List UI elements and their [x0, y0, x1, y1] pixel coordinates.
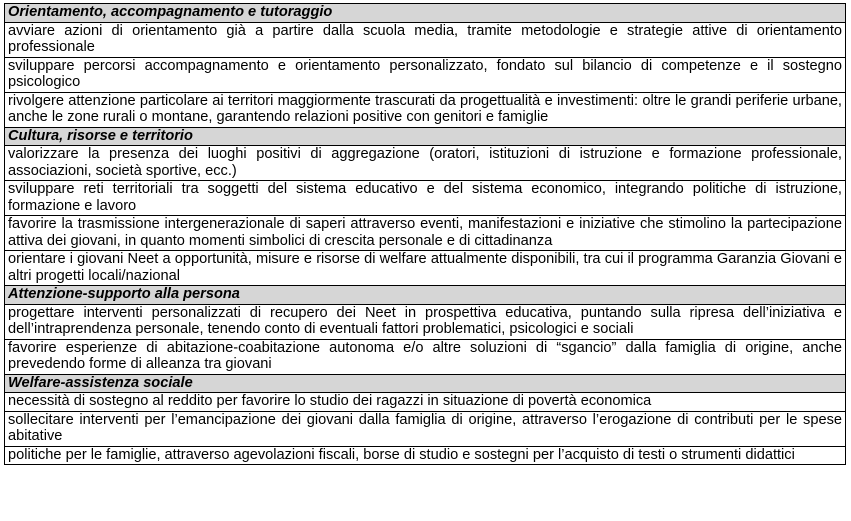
item-text: politiche per le famiglie, attraverso agevolazioni fiscali, borse di studio e sostegni per l’acquisto di testi o strumenti didattici [5, 446, 846, 465]
item-text: rivolgere attenzione particolare ai territori maggiormente trascurati da progettualità e investimenti: oltre le grandi periferie urbane, anche le zone rurali o montane, garantendo relazioni positive con genitori e famiglie [5, 92, 846, 127]
item-text: favorire la trasmissione intergenerazionale di saperi attraverso eventi, manifestazioni e iniziative che stimolino la partecipazione attiva dei giovani, in quanto momenti simbolici di crescita personale e di cittadinanza [5, 216, 846, 251]
section-header-row [5, 374, 846, 393]
item-text: favorire esperienze di abitazione-coabitazione autonoma e/o altre soluzioni di “sgancio” dalla famiglia di origine, anche prevedendo forme di alleanza tra giovani [5, 339, 846, 374]
table-row [5, 216, 846, 251]
table-row [5, 411, 846, 446]
policy-table [4, 3, 846, 465]
table-row [5, 57, 846, 92]
section-header-row [5, 4, 846, 23]
item-text: valorizzare la presenza dei luoghi positivi di aggregazione (oratori, istituzioni di istruzione e formazione professionale, associazioni, società sportive, ecc.) [5, 146, 846, 181]
table-row [5, 92, 846, 127]
section-title: Cultura, risorse e territorio [5, 127, 846, 146]
section-header-row [5, 127, 846, 146]
table-row [5, 446, 846, 465]
policy-table-body [5, 4, 846, 465]
section-title: Orientamento, accompagnamento e tutoraggio [5, 4, 846, 23]
item-text: avviare azioni di orientamento già a partire dalla scuola media, tramite metodologie e strategie attive di orientamento professionale [5, 22, 846, 57]
table-row [5, 393, 846, 412]
item-text: sviluppare percorsi accompagnamento e orientamento personalizzato, fondato sul bilancio di competenze e il sostegno psicologico [5, 57, 846, 92]
table-row [5, 181, 846, 216]
table-row [5, 251, 846, 286]
section-header-row [5, 286, 846, 305]
item-text: sviluppare reti territoriali tra soggetti del sistema educativo e del sistema economico, integrando politiche di istruzione, formazione e lavoro [5, 181, 846, 216]
item-text: orientare i giovani Neet a opportunità, misure e risorse di welfare attualmente disponibili, tra cui il programma Garanzia Giovani e altri progetti locali/nazional [5, 251, 846, 286]
section-title: Attenzione-supporto alla persona [5, 286, 846, 305]
table-row [5, 22, 846, 57]
table-row [5, 304, 846, 339]
section-title: Welfare-assistenza sociale [5, 374, 846, 393]
table-row [5, 146, 846, 181]
item-text: necessità di sostegno al reddito per favorire lo studio dei ragazzi in situazione di povertà economica [5, 393, 846, 412]
item-text: progettare interventi personalizzati di recupero dei Neet in prospettiva educativa, puntando sulla ripresa dell’iniziativa e dell’intraprendenza personale, tenendo conto di eventuali fattori problematici, psicologici e sociali [5, 304, 846, 339]
item-text: sollecitare interventi per l’emancipazione dei giovani dalla famiglia di origine, attraverso l’erogazione di contributi per le spese abitative [5, 411, 846, 446]
table-row [5, 339, 846, 374]
